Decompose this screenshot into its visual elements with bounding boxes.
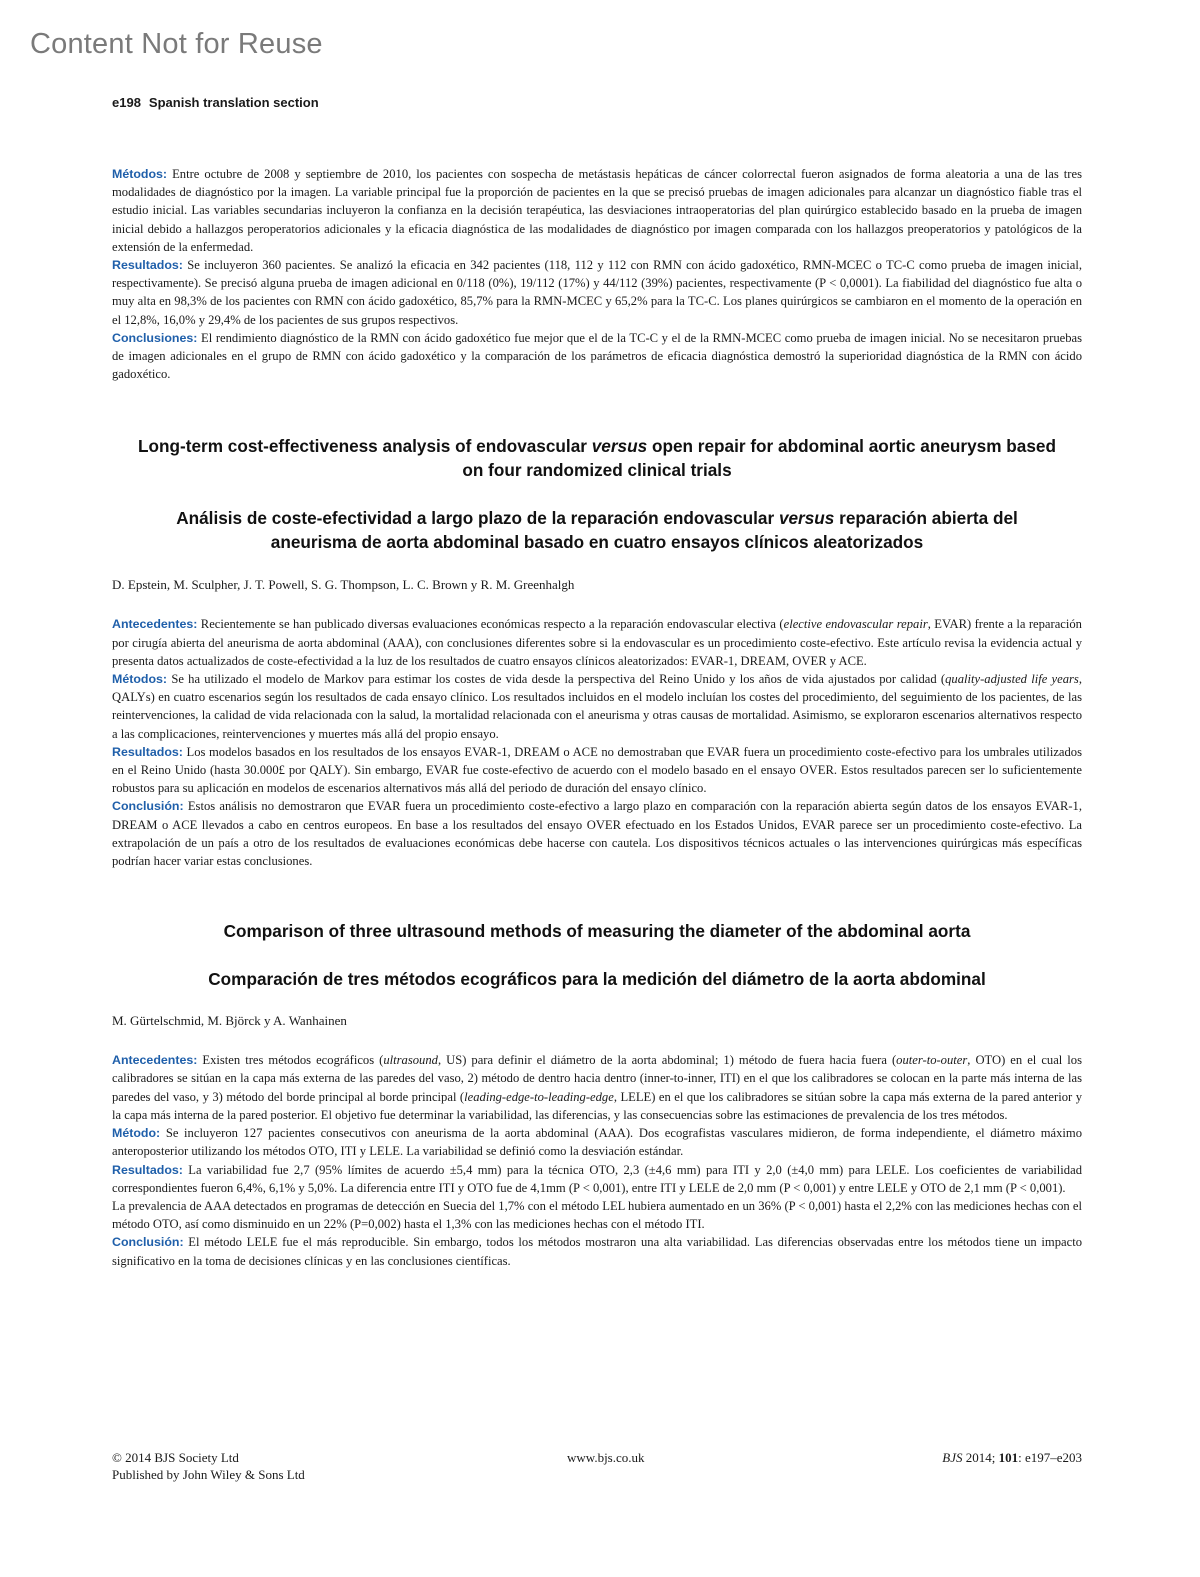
section-label: Resultados: [112,258,183,273]
article-title-en: Long-term cost-effectiveness analysis of endovascular versus open repair for abdominal aortic aneurysm based on four randomized clinical trials [138,436,1056,481]
abstract-conclusion: Conclusión: El método LELE fue el más reproducible. Sin embargo, todos los métodos mostraron una alta variabilidad. Las diferencias observadas entre los métodos tiene un impacto significativo en la toma de decisiones clínicas y en las conclusiones científicas. [112,1235,1082,1268]
abstract-method: Método: Se incluyeron 127 pacientes consecutivos con aneurisma de la aorta abdominal (AAA). Dos ecografistas vasculares midieron, de forma independiente, el diámetro máximo anteroposterior utilizando los métodos OTO, ITI y LELE. La variabilidad se definió como la desviación estándar. [112,1126,1082,1159]
article-liver-imaging [112,165,1082,383]
footer-copyright-block [112,1449,305,1483]
abstract-methods: Métodos: Se ha utilizado el modelo de Markov para estimar los costes de vida desde la perspectiva del Reino Unido y los años de vida ajustados por calidad (quality-adjusted life years, QALYs) en cuatro escenarios según los resultados de cada ensayo clínico. Los resultados incluidos en el modelo incluían los costes del procedimiento, del seguimiento de los pacientes, de las reintervenciones, la calidad de vida relacionada con la salud, la mortalidad relacionada con el aneurisma y otras causas de mortalidad. Asimismo, se exploraron escenarios alternativos respecto a las complicaciones, reintervenciones y muertes más allá del propio ensayo. [112,672,1082,741]
journal-website[interactable]: www.bjs.co.uk [567,1450,645,1465]
abstract-results: Resultados: Los modelos basados en los resultados de los ensayos EVAR-1, DREAM o ACE no demostraban que EVAR fuera un procedimiento coste-efectivo para los umbrales utilizados en el Reino Unido (hasta 30.000£ por QALY). Sin embargo, EVAR fue coste-efectivo de acuerdo con el modelo basado en el ensayo OVER. Estos resultados parecen ser lo suficientemente robustos para su aplicación en modelos de escenarios alternativos más allá del periodo de duración del ensayo clínico. [112,744,1082,796]
journal-citation: BJS 2014; 101: e197–e203 [942,1450,1082,1465]
article-ultrasound-methods [112,919,1082,1269]
abstract-background: Antecedentes: Existen tres métodos ecográficos (ultrasound, US) para definir el diámetro de la aorta abdominal; 1) método de fuera hacia fuera (outer-to-outer, OTO) en el cual los calibradores se sitúan en la capa más externa de las paredes del vaso, 2) método de dentro hacia dentro (inner-to-inner, ITI) en el que los calibradores se colocan en la parte más interna de las paredes del vaso, y 3) método del borde principal al borde principal (leading-edge-to-leading-edge, LELE) en el que los calibradores se sitúan sobre la capa más externa de la pared anterior y la capa más interna de la pared posterior. El objetivo fue determinar la variabilidad, las diferencias, y las consecuencias sobre las estimaciones de prevalencia de los tres métodos. [112,1053,1083,1122]
abstract-prevalence: La prevalencia de AAA detectados en programas de detección en Suecia del 1,7% con el método LEL hubiera aumentado en un 36% (P < 0,001) hasta el 2,2% con las mediciones hechas con el método OTO, así como disminuido en un 22% (P=0,002) hasta el 1,3% con las mediciones hechas con el método ITI. [112,1198,1082,1232]
copyright: © 2014 BJS Society Ltd [112,1450,239,1465]
article-authors: M. Gürtelschmid, M. Björck y A. Wanhainen [112,1013,347,1029]
section-label: Métodos: [112,672,168,687]
abstract-conclusions: Conclusiones: El rendimiento diagnóstico de la RMN con ácido gadoxético fue mejor que el de la TC-C y el de la RMN-MCEC como prueba de imagen inicial. No se necesitaron pruebas de imagen adicionales en el grupo de RMN con ácido gadoxético y la comparación de los parámetros de eficacia diagnóstica demostró la superioridad diagnóstica de la RMN con ácido gadoxético. [112,330,1082,382]
watermark: Content Not for Reuse [30,28,323,60]
section-label: Resultados: [112,744,183,759]
section-label: Conclusión: [112,1235,184,1250]
abstract-results: Resultados: La variabilidad fue 2,7 (95% límites de acuerdo ±5,4 mm) para la técnica OTO, 2,3 (±4,6 mm) para ITI y 2,0 (±4,0 mm) para LELE. Los coeficientes de variabilidad correspondientes fueron 6,4%, 6,1% y 5,0%. La diferencia entre ITI y OTO fue de 4,1mm (P < 0,001), entre ITI y LELE de 2,0 mm (P < 0,001) y entre LELE y OTO de 2,1 mm (P < 0,001). [112,1162,1082,1195]
section-label: Resultados: [112,1162,183,1177]
page-number: e198 [112,95,141,110]
abstract-methods: Métodos: Entre octubre de 2008 y septiembre de 2010, los pacientes con sospecha de metástasis hepáticas de cáncer colorrectal fueron asignados de forma aleatoria a una de las tres modalidades de diagnóstico por la imagen. La variable principal fue la proporción de pacientes en la que se precisó pruebas de imagen adicionales para alcanzar un diagnóstico fiable tras el estudio inicial. Las variables secundarias incluyeron la confianza en la decisión terapéutica, las desviaciones intraoperatorias del plan quirúrgico establecido basado en la prueba de imagen inicial debido a hallazgos peroperatorios adicionales y la eficacia diagnóstica de las modalidades de diagnóstico por imagen comparada con los hallazgos preoperatorios y patológicos de la extensión de la enfermedad. [112,167,1082,254]
section-label: Antecedentes: [112,617,198,632]
section-label: Antecedentes: [112,1053,198,1068]
abstract-results: Resultados: Se incluyeron 360 pacientes. Se analizó la eficacia en 342 pacientes (118, 112 y 112 con RMN con ácido gadoxético, RMN-MCEC o TC-C como prueba de imagen inicial, respectivamente). Se precisó alguna prueba de imagen adicional en 0/118 (0%), 19/112 (17%) y 44/112 (39%) pacientes, respectivamente (P < 0,0001). La fiabilidad del diagnóstico fue alta o muy alta en 98,3% de los pacientes con RMN con ácido gadoxético, 85,7% para la RMN-MCEC y 65,2% para la TC-C. Los planes quirúrgicos se cambiaron en el momento de la operación en el 12,8%, 16,0% y 29,4% de los pacientes de sus grupos respectivos. [112,258,1082,327]
section-label: Métodos: [112,167,168,181]
abstract-conclusion: Conclusión: Estos análisis no demostraron que EVAR fuera un procedimiento coste-efectivo a largo plazo en comparación con la reparación abierta según datos de los ensayos EVAR-1, DREAM o ACE llevados a cabo en centros europeos. En base a los resultados del ensayo OVER efectuado en los Estados Unidos, EVAR parece ser un procedimiento coste-efectivo. La extrapolación de un país a otro de los resultados de evaluaciones económicas debe hacerse con cautela. Los dispositivos técnicos actuales o las intervenciones quirúrgicas más específicas podrían hacer variar estas conclusiones. [112,799,1082,869]
section-label: Conclusiones: [112,330,198,345]
main-content [112,165,1082,1270]
section-label: Método: [112,1126,161,1141]
publisher: Published by John Wiley & Sons Ltd [112,1467,305,1482]
article-title-es: Comparación de tres métodos ecográficos para la medición del diámetro de la aorta abdominal [208,969,986,990]
section-title: Spanish translation section [148,95,319,110]
article-authors: D. Epstein, M. Sculpher, J. T. Powell, S. G. Thompson, L. C. Brown y R. M. Greenhalgh [112,577,575,593]
abstract-background: Antecedentes: Recientemente se han publicado diversas evaluaciones económicas respecto a la reparación endovascular electiva (elective endovascular repair, EVAR) frente a la reparación por cirugía abierta del aneurisma de aorta abdominal (AAA), con conclusiones diferentes sobre si la endovascular es un procedimiento coste-efectivo. Este artículo revisa la evidencia actual y presenta datos actualizados de coste-efectividad a la luz de los resultados de cuatro ensayos clínicos aleatorizados: EVAR-1, DREAM, OVER y ACE. [112,617,1082,668]
running-head [112,95,319,110]
article-title-es: Análisis de coste-efectividad a largo plazo de la reparación endovascular versus reparación abierta del aneurisma de aorta abdominal basado en cuatro ensayos clínicos aleatorizados [176,508,1018,553]
section-label: Conclusión: [112,799,184,814]
article-title-en: Comparison of three ultrasound methods of measuring the diameter of the abdominal aorta [223,921,971,942]
article-evar-cost [112,434,1082,870]
